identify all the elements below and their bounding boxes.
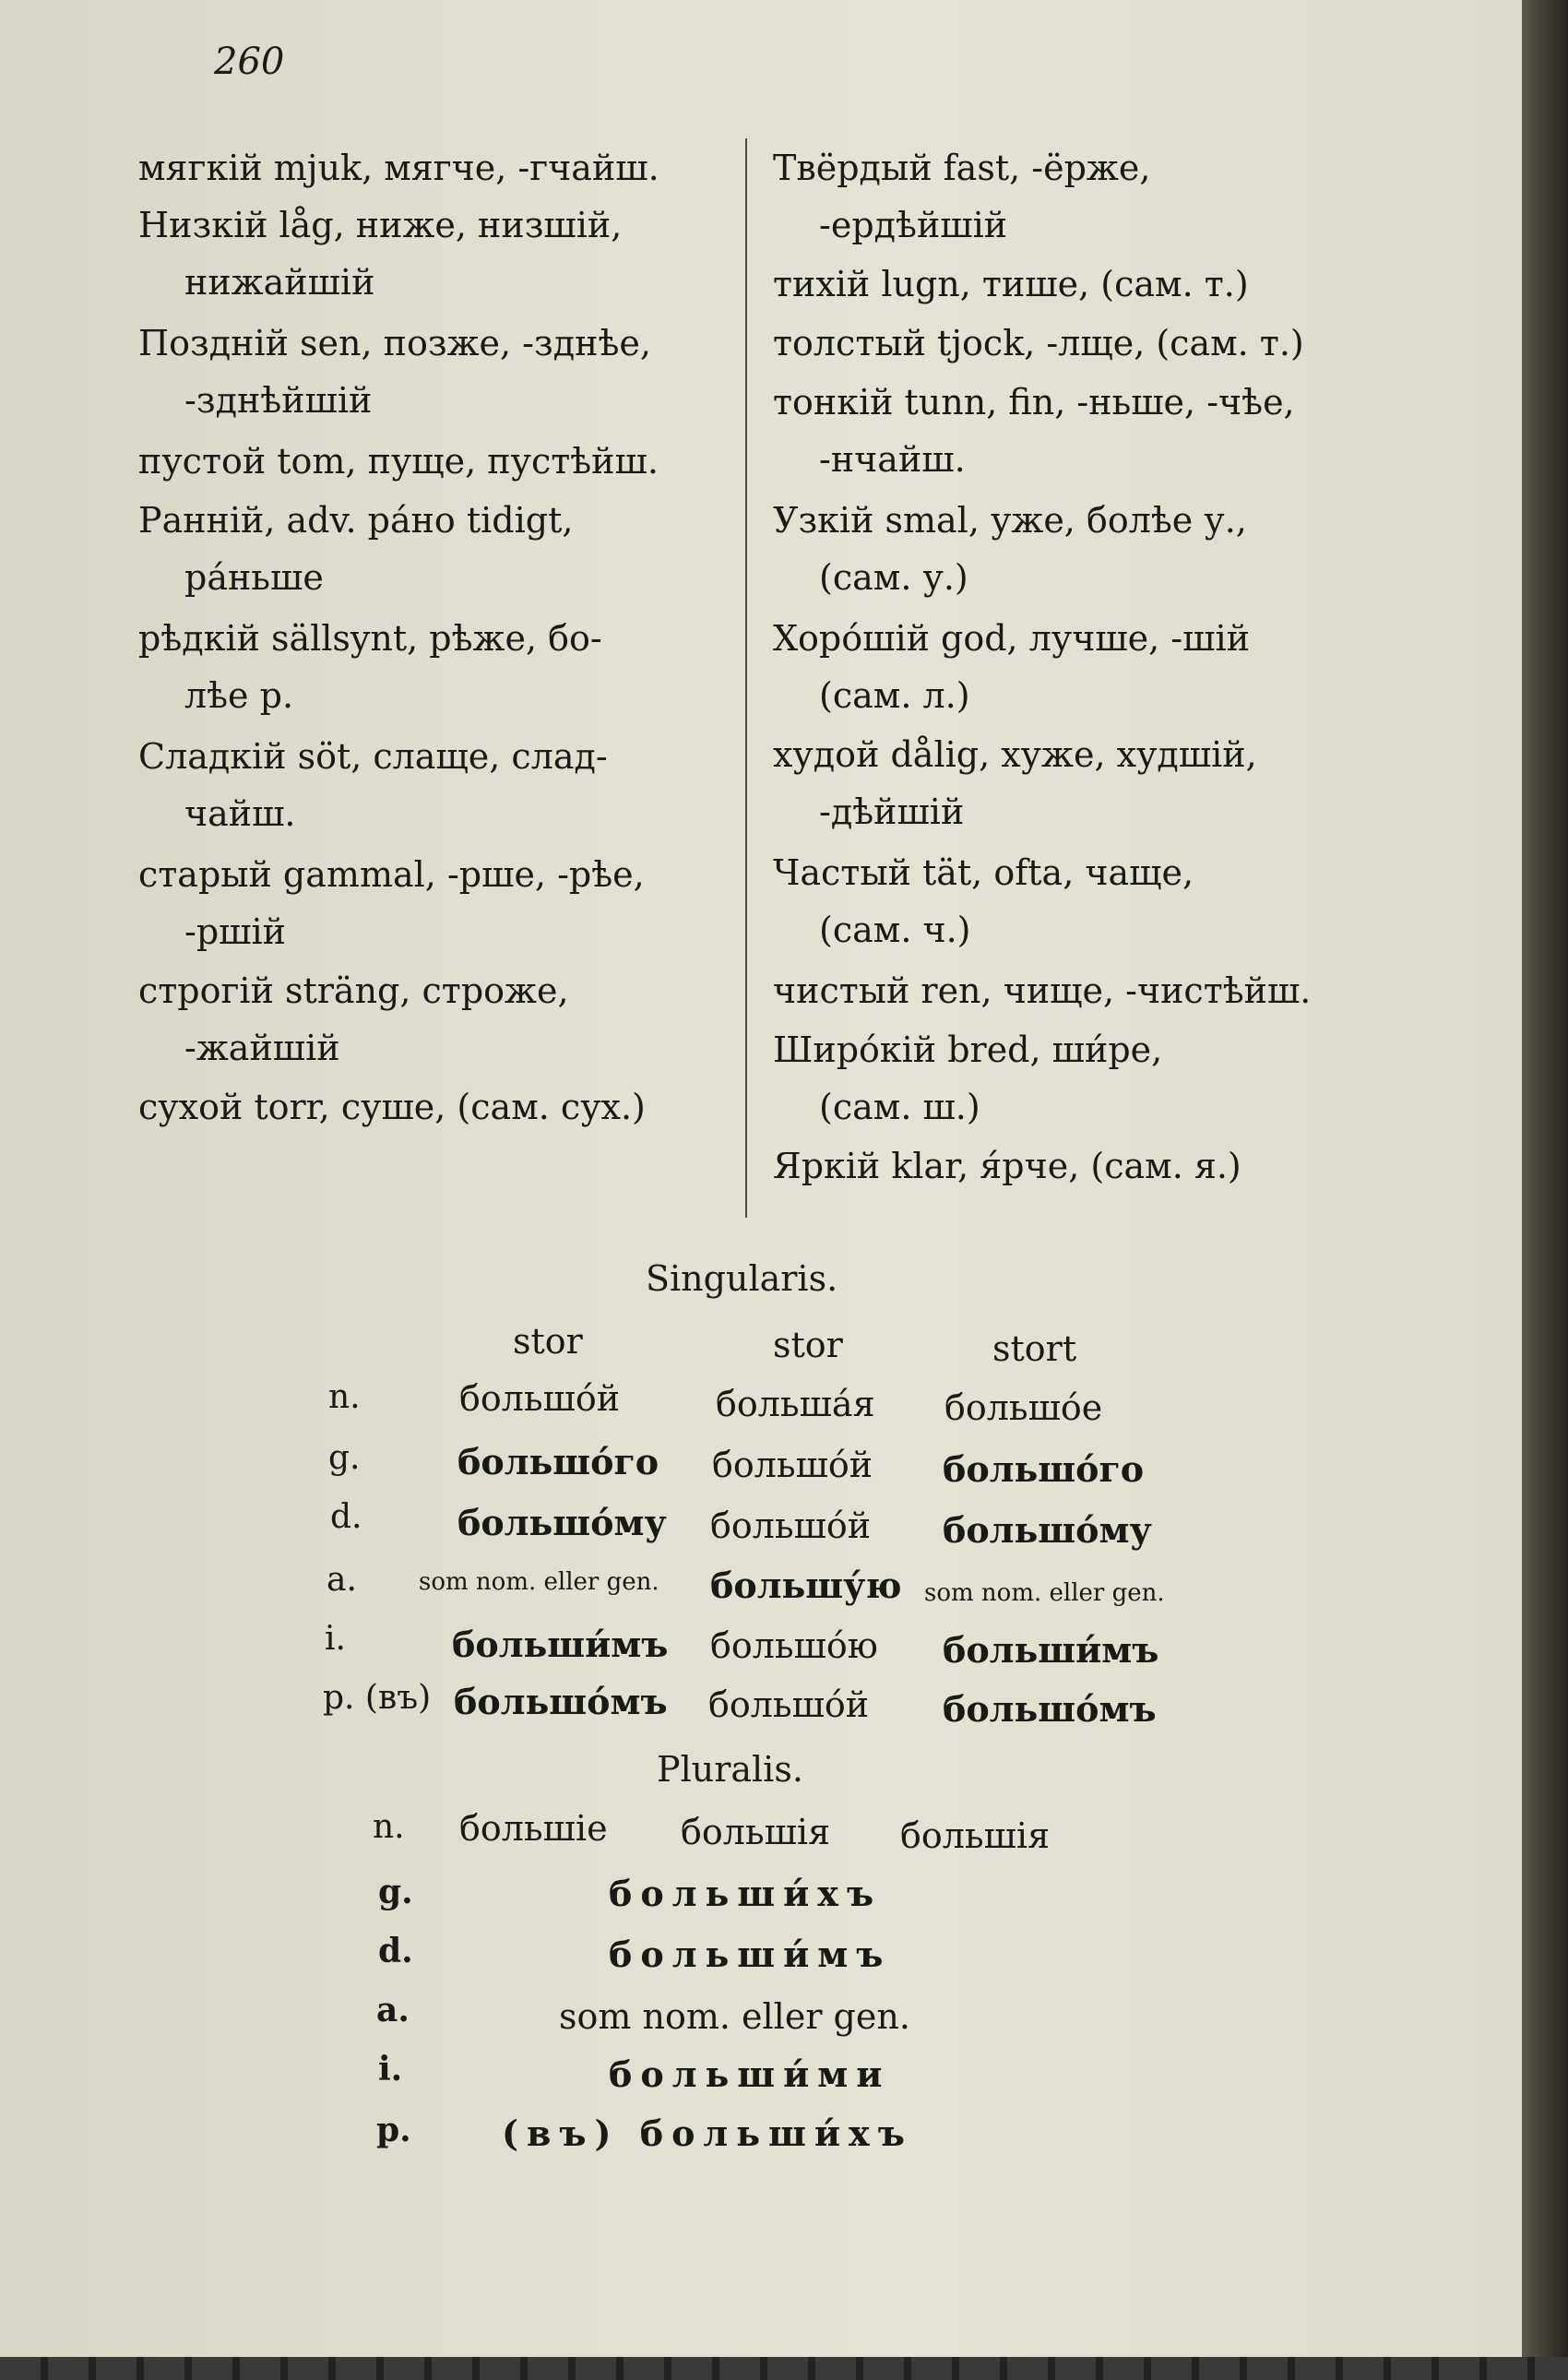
case-label: g. xyxy=(328,1439,361,1477)
left-line: пустой tom, пуще, пустѣйш. xyxy=(138,441,659,482)
left-line: -ршій xyxy=(184,911,286,952)
column-divider xyxy=(745,138,747,1218)
case-label: i. xyxy=(325,1620,346,1658)
case-label: p. xyxy=(376,2111,411,2149)
right-line: тонкій tunn, fin, -ньше, -чѣе, xyxy=(773,382,1295,422)
right-line: тихій lugn, тише, (сам. т.) xyxy=(773,264,1249,304)
gender-header: stort xyxy=(992,1328,1077,1369)
left-line: Сладкій söt, слаще, слад- xyxy=(138,736,608,777)
left-line: мягкій mjuk, мягче, -гчайш. xyxy=(138,148,659,188)
left-line: Низкій låg, ниже, низшій, xyxy=(138,205,623,245)
sg-form: больша́я xyxy=(716,1384,875,1424)
case-label: p. (въ) xyxy=(323,1679,432,1717)
right-line: Узкій smal, уже, болѣе у., xyxy=(773,500,1247,541)
book-spine-edge xyxy=(1522,0,1568,2380)
sg-form-note: som nom. eller gen. xyxy=(419,1568,659,1596)
right-line: Твёрдый fast, -ёрже, xyxy=(773,148,1151,188)
case-label: n. xyxy=(328,1378,361,1416)
sg-form: больши́мъ xyxy=(943,1629,1159,1671)
left-line: старый gammal, -рше, -рѣе, xyxy=(138,854,645,895)
pluralis-heading: Pluralis. xyxy=(657,1749,803,1790)
pl-form: больши́хъ xyxy=(609,1873,883,1914)
left-line: строгій sträng, строже, xyxy=(138,970,569,1011)
sg-form-note: som nom. eller gen. xyxy=(924,1579,1165,1607)
sg-form: большо́й xyxy=(712,1445,873,1485)
left-line: -жайшій xyxy=(184,1028,340,1068)
background-strip xyxy=(0,2357,1568,2380)
sg-form: большо́му xyxy=(943,1509,1152,1551)
pl-form: большія xyxy=(900,1815,1051,1856)
left-line: -зднѣйшій xyxy=(184,380,373,421)
left-line: лѣе р. xyxy=(184,675,294,716)
case-label: a. xyxy=(327,1561,357,1599)
sg-form: большо́мъ xyxy=(454,1681,668,1722)
sg-form: большу́ю xyxy=(710,1565,902,1606)
right-line: Частый tät, ofta, чаще, xyxy=(773,852,1194,893)
singularis-heading: Singularis. xyxy=(646,1258,838,1299)
pl-form: больши́мъ xyxy=(609,1934,892,1975)
right-line: (сам. у.) xyxy=(819,557,968,598)
sg-form: большо́му xyxy=(457,1502,667,1543)
gender-header: stor xyxy=(773,1325,843,1365)
gender-header: stor xyxy=(513,1321,583,1362)
pl-form: большіе xyxy=(459,1808,608,1849)
case-label: g. xyxy=(378,1873,413,1911)
right-line: (сам. ч.) xyxy=(819,910,971,950)
pl-form: большія xyxy=(681,1812,831,1852)
case-label: d. xyxy=(330,1498,362,1536)
right-line: -нчайш. xyxy=(819,439,966,480)
right-line: -дѣйшій xyxy=(819,791,965,832)
right-line: чистый ren, чище, -чистѣйш. xyxy=(773,970,1312,1011)
left-line: сухой torr, суше, (сам. сух.) xyxy=(138,1087,646,1127)
sg-form: большо́го xyxy=(943,1448,1145,1490)
case-label: n. xyxy=(373,1808,405,1846)
sg-form: больши́мъ xyxy=(452,1624,669,1665)
right-line: Широ́кій bred, ши́ре, xyxy=(773,1029,1163,1070)
pl-form-note: som nom. eller gen. xyxy=(559,1996,910,2037)
page-number: 260 xyxy=(214,41,285,83)
right-line: (сам. ш.) xyxy=(819,1087,980,1127)
left-line: Ранній, adv. ра́но tidigt, xyxy=(138,500,574,541)
case-label: i. xyxy=(378,2050,403,2088)
left-line: нижайшій xyxy=(184,262,375,303)
pl-form: (въ) больши́хъ xyxy=(502,2112,913,2154)
sg-form: большо́ю xyxy=(710,1625,878,1666)
right-line: толстый tjock, -лще, (сам. т.) xyxy=(773,323,1304,363)
right-line: Хоро́шій god, лучше, -шій xyxy=(773,618,1250,659)
right-line: -ердѣйшій xyxy=(819,205,1008,245)
right-line: (сам. л.) xyxy=(819,675,970,716)
sg-form: большо́й xyxy=(710,1505,872,1546)
right-line: худой dålig, хуже, худшій, xyxy=(773,734,1257,775)
sg-form: большо́го xyxy=(457,1441,659,1482)
left-line: Поздній sen, позже, -зднѣе, xyxy=(138,323,651,363)
right-line: Яркій klar, я́рче, (сам. я.) xyxy=(773,1146,1241,1186)
case-label: d. xyxy=(378,1932,413,1970)
sg-form: большо́е xyxy=(944,1387,1103,1428)
sg-form: большо́мъ xyxy=(943,1688,1157,1730)
left-line: рѣдкій sällsynt, рѣже, бо- xyxy=(138,618,602,659)
sg-form: большо́й xyxy=(708,1684,870,1725)
sg-form: большо́й xyxy=(459,1378,621,1419)
left-line: ра́ньше xyxy=(184,557,324,598)
pl-form: больши́ми xyxy=(609,2053,891,2095)
left-line: чайш. xyxy=(184,793,296,834)
case-label: a. xyxy=(376,1991,410,2029)
